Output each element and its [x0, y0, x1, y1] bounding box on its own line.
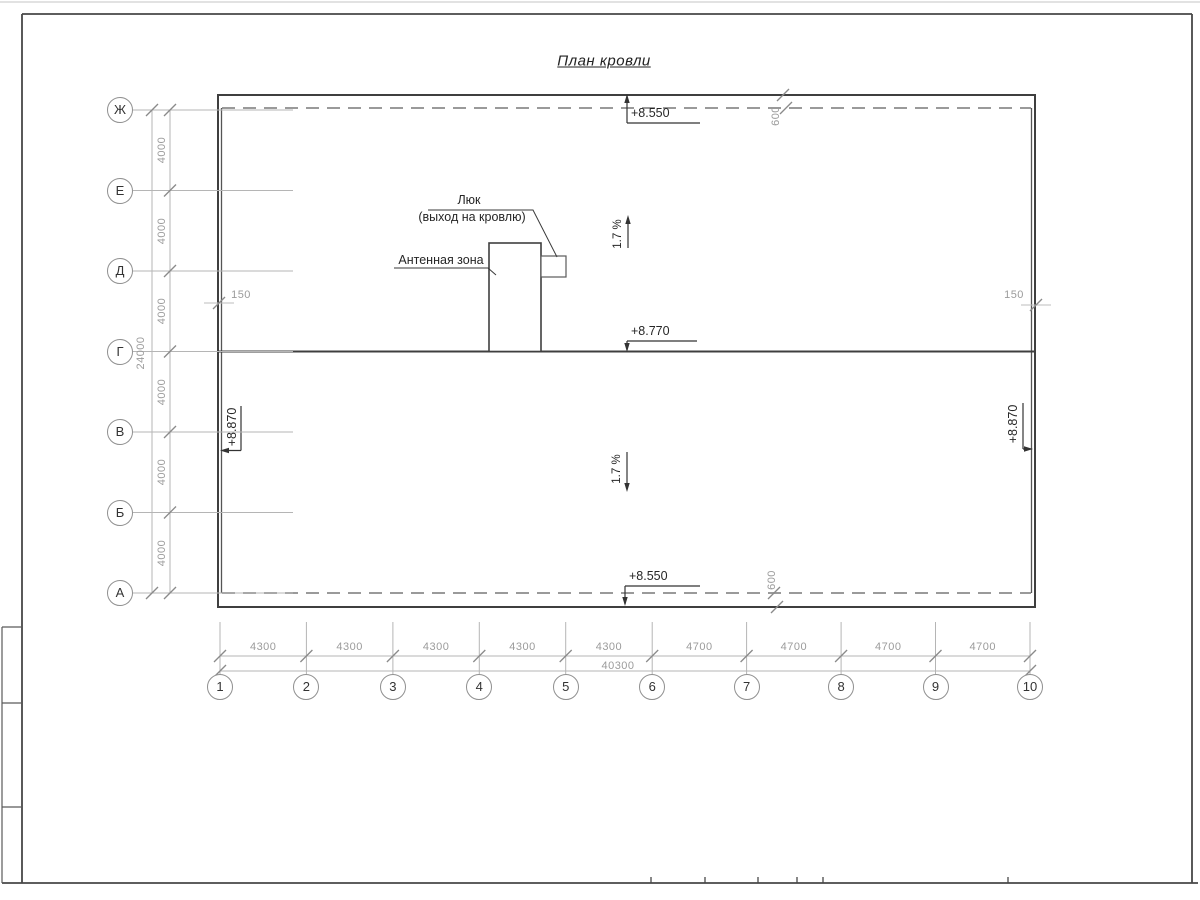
col-dim-label: 4300 [509, 641, 536, 653]
slope-arrows [624, 215, 630, 492]
row-axis-bubble-Б: Б [107, 500, 133, 526]
roof-hatch-structure [489, 243, 566, 352]
col-dim-label: 4300 [249, 641, 277, 653]
overhang-bottom-label: 600 [766, 570, 778, 590]
elevation-parapet-left: +8.870 [225, 407, 239, 447]
col-axis-bubble-5: 5 [553, 674, 579, 700]
row-axis-bubble-А: А [107, 580, 133, 606]
row-dim-label: 4000 [156, 298, 168, 325]
elevation-parapet-right: +8.870 [1006, 404, 1020, 444]
row-dim-label: 4000 [156, 459, 168, 486]
row-dim-label: 4000 [156, 539, 168, 566]
slope-label-lower: 1.7 % [611, 454, 623, 484]
edge-left-label: 150 [231, 289, 251, 301]
col-axis-bubble-8: 8 [828, 674, 854, 700]
antenna-leader [394, 268, 496, 275]
slope-label-upper: 1.7 % [612, 219, 624, 249]
total-width-label: 40300 [601, 660, 635, 672]
row-axis-bubble-Е: Е [107, 178, 133, 204]
col-dim-label: 4300 [595, 641, 623, 653]
hatch-label: Люк [457, 193, 481, 207]
total-height-label: 24000 [135, 336, 147, 370]
row-axis-bubble-Д: Д [107, 258, 133, 284]
col-axis-bubble-6: 6 [639, 674, 665, 700]
col-dim-label: 4300 [336, 641, 363, 653]
hatch-rect [541, 256, 566, 277]
hatch-sublabel: (выход на кровлю) [418, 210, 526, 224]
overhang-top-label: 600 [770, 106, 782, 126]
col-dim-label: 4300 [422, 641, 450, 653]
col-axis-bubble-3: 3 [380, 674, 406, 700]
col-dim-label: 4700 [875, 641, 902, 653]
antenna-zone-label: Антенная зона [398, 253, 484, 267]
col-dim-label: 4700 [686, 641, 713, 653]
col-axis-bubble-1: 1 [207, 674, 233, 700]
col-axis-bubble-10: 10 [1017, 674, 1043, 700]
drawing-title: План кровли [557, 52, 651, 70]
elevation-eave-bottom: +8.550 [629, 569, 668, 583]
col-axis-bubble-9: 9 [923, 674, 949, 700]
margin-boxes [2, 627, 22, 883]
elevation-eave-top: +8.550 [631, 106, 670, 120]
row-dim-label: 4000 [156, 137, 168, 164]
row-axis-bubble-Г: Г [107, 339, 133, 365]
elevation-ridge: +8.770 [631, 324, 670, 338]
row-axis-bubble-Ж: Ж [107, 97, 133, 123]
col-dim-label: 4700 [780, 641, 808, 653]
roof-outline [218, 95, 1035, 607]
antenna-zone-rect [489, 243, 541, 352]
elevation-arrowheads [220, 94, 1033, 606]
edge-right-label: 150 [1004, 289, 1024, 301]
sheet-frame [2, 14, 1198, 883]
col-dim-label: 4700 [969, 641, 996, 653]
row-dim-label: 4000 [156, 217, 168, 244]
row-axis-bubble-В: В [107, 419, 133, 445]
col-axis-bubble-2: 2 [293, 674, 319, 700]
col-axis-bubble-7: 7 [734, 674, 760, 700]
row-dim-label: 4000 [156, 378, 168, 405]
col-axis-bubble-4: 4 [466, 674, 492, 700]
